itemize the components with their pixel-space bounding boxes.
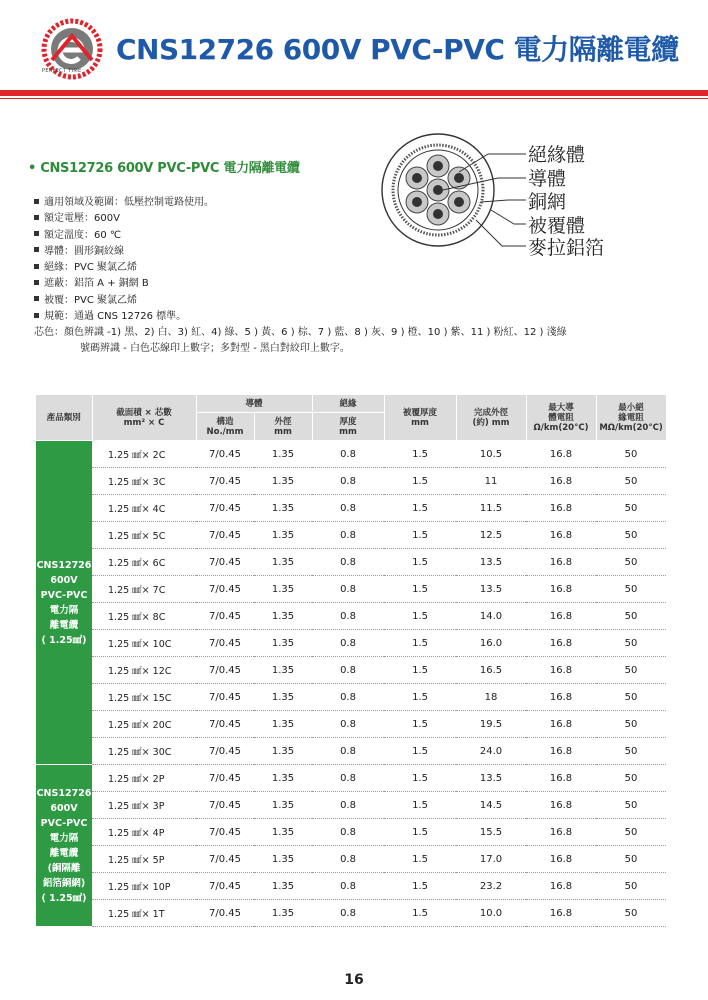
cell-sheath: 1.5: [384, 819, 456, 846]
cell-resistance: 16.8: [526, 441, 596, 468]
cell-thickness: 0.8: [312, 738, 384, 765]
cell-size: 1.25 ㎟× 4P: [92, 819, 196, 846]
cell-insulation: 50: [596, 549, 666, 576]
table-row: [36, 765, 666, 792]
cell-size: 1.25 ㎟× 12C: [92, 657, 196, 684]
table-row: [36, 684, 666, 711]
cell-resistance: 16.8: [526, 792, 596, 819]
cell-outer-dia: 1.35: [254, 900, 312, 927]
cell-insulation: 50: [596, 468, 666, 495]
category-cell: [36, 765, 92, 927]
cell-sheath: 1.5: [384, 900, 456, 927]
spec-item: 規範：通過 CNS 12726 標準。: [34, 309, 634, 325]
cell-thickness: 0.8: [312, 846, 384, 873]
cell-overall: 12.5: [456, 522, 526, 549]
table-row: [36, 819, 666, 846]
table-row: [36, 468, 666, 495]
spec-item: 適用領域及範圍：低壓控制電路使用。: [34, 195, 634, 211]
cell-size: 1.25 ㎟× 7C: [92, 576, 196, 603]
label-sheath: 被覆體: [528, 215, 586, 237]
cell-construction: 7/0.45: [196, 495, 254, 522]
spec-item: 額定電壓：600V: [34, 211, 634, 227]
bullet-icon: [34, 264, 39, 269]
logo-text: PERFECT TIME: [42, 68, 82, 74]
cell-sheath: 1.5: [384, 495, 456, 522]
cell-thickness: 0.8: [312, 900, 384, 927]
cell-sheath: 1.5: [384, 522, 456, 549]
category-line: ( 1.25㎟): [41, 892, 87, 904]
cell-size: 1.25 ㎟× 20C: [92, 711, 196, 738]
header-min-insulation: 最小絕 緣電阻 MΩ/km(20°C): [596, 395, 666, 441]
header-category: 產品類別: [36, 395, 92, 441]
cell-overall: 15.5: [456, 819, 526, 846]
cell-construction: 7/0.45: [196, 468, 254, 495]
cell-construction: 7/0.45: [196, 603, 254, 630]
cell-resistance: 16.8: [526, 522, 596, 549]
cell-sheath: 1.5: [384, 738, 456, 765]
page-header: [0, 0, 708, 96]
cell-insulation: 50: [596, 900, 666, 927]
cell-sheath: 1.5: [384, 711, 456, 738]
cell-size: 1.25 ㎟× 30C: [92, 738, 196, 765]
table-body: [36, 441, 666, 927]
cell-overall: 13.5: [456, 576, 526, 603]
cell-insulation: 50: [596, 792, 666, 819]
cell-construction: 7/0.45: [196, 792, 254, 819]
cell-thickness: 0.8: [312, 441, 384, 468]
category-line: PVC-PVC: [40, 589, 88, 601]
cell-resistance: 16.8: [526, 900, 596, 927]
category-line: 600V: [50, 574, 78, 586]
table-row: [36, 738, 666, 765]
cell-resistance: 16.8: [526, 846, 596, 873]
bullet-icon: [34, 215, 39, 220]
cell-overall: 11: [456, 468, 526, 495]
cell-size: 1.25 ㎟× 4C: [92, 495, 196, 522]
cell-outer-dia: 1.35: [254, 630, 312, 657]
cell-size: 1.25 ㎟× 3C: [92, 468, 196, 495]
cell-insulation: 50: [596, 873, 666, 900]
table-row: [36, 495, 666, 522]
cell-size: 1.25 ㎟× 5C: [92, 522, 196, 549]
cell-resistance: 16.8: [526, 603, 596, 630]
cell-size: 1.25 ㎟× 3P: [92, 792, 196, 819]
cell-overall: 14.0: [456, 603, 526, 630]
page-number: 16: [344, 972, 364, 988]
cell-construction: 7/0.45: [196, 576, 254, 603]
cell-thickness: 0.8: [312, 792, 384, 819]
cell-size: 1.25 ㎟× 1T: [92, 900, 196, 927]
header-insulation: 絕緣: [312, 395, 384, 413]
cell-insulation: 50: [596, 684, 666, 711]
cell-insulation: 50: [596, 576, 666, 603]
cell-thickness: 0.8: [312, 549, 384, 576]
cell-outer-dia: 1.35: [254, 873, 312, 900]
cell-outer-dia: 1.35: [254, 711, 312, 738]
header-overall: 完成外徑 (約) mm: [456, 395, 526, 441]
header-outer-dia: 外徑 mm: [254, 413, 312, 441]
header-construction: 構造 No./mm: [196, 413, 254, 441]
category-line: 600V: [50, 802, 78, 814]
cell-resistance: 16.8: [526, 495, 596, 522]
cell-resistance: 16.8: [526, 576, 596, 603]
table-row: [36, 549, 666, 576]
bullet-icon: [34, 313, 39, 318]
table-row: [36, 711, 666, 738]
core-colors-line: 芯色：顏色辨識 -1) 黑、2) 白、3) 紅、4) 綠、5 ) 黃、6 ) 棕、7 ) 藍、8 ) 灰、9 ) 橙、10 ) 紫、11 ) 粉紅、12 ) 淺綠: [34, 327, 567, 339]
cell-construction: 7/0.45: [196, 522, 254, 549]
cell-construction: 7/0.45: [196, 765, 254, 792]
label-mylar-foil: 麥拉鋁箔: [528, 237, 605, 259]
category-line: CNS12726: [36, 559, 92, 571]
cell-sheath: 1.5: [384, 657, 456, 684]
cell-size: 1.25 ㎟× 15C: [92, 684, 196, 711]
cell-overall: 14.5: [456, 792, 526, 819]
cell-outer-dia: 1.35: [254, 576, 312, 603]
cell-overall: 16.0: [456, 630, 526, 657]
cell-overall: 19.5: [456, 711, 526, 738]
bullet-icon: [34, 199, 39, 204]
cell-outer-dia: 1.35: [254, 792, 312, 819]
table-row: [36, 630, 666, 657]
category-line: 離電纜: [49, 619, 79, 631]
cell-thickness: 0.8: [312, 630, 384, 657]
header-conductor: 導體: [196, 395, 312, 413]
label-conductor: 導體: [528, 168, 567, 190]
table-row: [36, 441, 666, 468]
header-sheath: 被覆厚度 mm: [384, 395, 456, 441]
cell-construction: 7/0.45: [196, 711, 254, 738]
cell-construction: 7/0.45: [196, 441, 254, 468]
cell-overall: 23.2: [456, 873, 526, 900]
section-title: • CNS12726 600V PVC-PVC 電力隔離電纜: [28, 161, 300, 176]
cell-construction: 7/0.45: [196, 630, 254, 657]
cell-outer-dia: 1.35: [254, 846, 312, 873]
category-line: ( 1.25㎟): [41, 634, 87, 646]
category-line: CNS12726: [36, 787, 92, 799]
cell-sheath: 1.5: [384, 873, 456, 900]
cell-overall: 18: [456, 684, 526, 711]
cell-overall: 10.5: [456, 441, 526, 468]
cell-construction: 7/0.45: [196, 549, 254, 576]
spec-item: 遮蔽：鋁箔 A + 銅網 B: [34, 276, 634, 292]
cell-resistance: 16.8: [526, 819, 596, 846]
cell-outer-dia: 1.35: [254, 819, 312, 846]
cell-sheath: 1.5: [384, 765, 456, 792]
label-insulation: 絕緣體: [528, 144, 586, 166]
cell-thickness: 0.8: [312, 711, 384, 738]
cable-cross-section-diagram: [378, 124, 628, 274]
spec-item: 額定溫度：60 ℃: [34, 228, 634, 244]
cell-resistance: 16.8: [526, 738, 596, 765]
cell-construction: 7/0.45: [196, 900, 254, 927]
cell-resistance: 16.8: [526, 684, 596, 711]
cell-overall: 10.0: [456, 900, 526, 927]
cell-insulation: 50: [596, 738, 666, 765]
cell-sheath: 1.5: [384, 846, 456, 873]
cell-construction: 7/0.45: [196, 873, 254, 900]
cell-size: 1.25 ㎟× 10C: [92, 630, 196, 657]
header-max-resistance: 最大導 體電阻 Ω/km(20°C): [526, 395, 596, 441]
cell-thickness: 0.8: [312, 657, 384, 684]
cell-overall: 11.5: [456, 495, 526, 522]
cell-resistance: 16.8: [526, 549, 596, 576]
cell-construction: 7/0.45: [196, 846, 254, 873]
category-line: 電力隔: [49, 832, 79, 844]
category-cell: [36, 441, 92, 765]
cell-size: 1.25 ㎟× 10P: [92, 873, 196, 900]
header-divider-thin: [0, 98, 708, 99]
cell-size: 1.25 ㎟× 2C: [92, 441, 196, 468]
cell-insulation: 50: [596, 711, 666, 738]
cell-insulation: 50: [596, 522, 666, 549]
cell-overall: 13.5: [456, 765, 526, 792]
cell-thickness: 0.8: [312, 873, 384, 900]
cell-insulation: 50: [596, 495, 666, 522]
table-row: [36, 873, 666, 900]
label-copper-braid: 銅網: [528, 191, 567, 213]
bullet-icon: [34, 247, 39, 252]
cell-thickness: 0.8: [312, 576, 384, 603]
table-row: [36, 576, 666, 603]
cell-construction: 7/0.45: [196, 657, 254, 684]
spec-table: [36, 395, 667, 927]
cell-sheath: 1.5: [384, 468, 456, 495]
cell-sheath: 1.5: [384, 792, 456, 819]
cell-thickness: 0.8: [312, 765, 384, 792]
cell-outer-dia: 1.35: [254, 549, 312, 576]
bullet-icon: [34, 296, 39, 301]
cell-sheath: 1.5: [384, 549, 456, 576]
cell-outer-dia: 1.35: [254, 441, 312, 468]
cell-size: 1.25 ㎟× 2P: [92, 765, 196, 792]
table-row: [36, 603, 666, 630]
cell-thickness: 0.8: [312, 522, 384, 549]
category-line: 離電纜: [49, 847, 79, 859]
document-title: CNS12726 600V PVC-PVC 電力隔離電纜: [116, 33, 679, 66]
spec-item: 導體：圓形銅絞線: [34, 244, 634, 260]
cell-overall: 16.5: [456, 657, 526, 684]
cell-size: 1.25 ㎟× 8C: [92, 603, 196, 630]
spec-item: 絕緣：PVC 聚氯乙烯: [34, 260, 634, 276]
cell-insulation: 50: [596, 441, 666, 468]
cell-insulation: 50: [596, 630, 666, 657]
cell-insulation: 50: [596, 819, 666, 846]
cell-insulation: 50: [596, 765, 666, 792]
cell-thickness: 0.8: [312, 684, 384, 711]
cell-size: 1.25 ㎟× 6C: [92, 549, 196, 576]
cell-outer-dia: 1.35: [254, 468, 312, 495]
cell-insulation: 50: [596, 846, 666, 873]
table-row: [36, 522, 666, 549]
category-line: 電力隔: [49, 604, 79, 616]
category-line: 鋁箔銅網): [42, 877, 86, 889]
cell-thickness: 0.8: [312, 495, 384, 522]
table-row: [36, 792, 666, 819]
cell-resistance: 16.8: [526, 657, 596, 684]
cell-construction: 7/0.45: [196, 684, 254, 711]
category-line: PVC-PVC: [40, 817, 88, 829]
table-row: [36, 657, 666, 684]
header-divider: [0, 90, 708, 96]
cell-overall: 13.5: [456, 549, 526, 576]
cell-outer-dia: 1.35: [254, 603, 312, 630]
table-row: [36, 900, 666, 927]
cell-outer-dia: 1.35: [254, 495, 312, 522]
bullet-icon: [34, 280, 39, 285]
cell-size: 1.25 ㎟× 5P: [92, 846, 196, 873]
cell-resistance: 16.8: [526, 873, 596, 900]
cell-outer-dia: 1.35: [254, 738, 312, 765]
category-line: (銅隔離: [47, 862, 81, 874]
header-thickness: 厚度 mm: [312, 413, 384, 441]
cell-thickness: 0.8: [312, 603, 384, 630]
cell-sheath: 1.5: [384, 576, 456, 603]
cell-outer-dia: 1.35: [254, 657, 312, 684]
cell-insulation: 50: [596, 603, 666, 630]
cell-sheath: 1.5: [384, 441, 456, 468]
cell-thickness: 0.8: [312, 468, 384, 495]
header-size: 截面積 × 芯數 mm² × C: [92, 395, 196, 441]
cell-outer-dia: 1.35: [254, 765, 312, 792]
cell-sheath: 1.5: [384, 630, 456, 657]
core-colors-line-2: 號碼辨識 - 白色芯線印上數字；多對型 - 黑白對絞印上數字。: [80, 343, 350, 355]
cell-resistance: 16.8: [526, 765, 596, 792]
cell-overall: 17.0: [456, 846, 526, 873]
cell-sheath: 1.5: [384, 684, 456, 711]
cell-thickness: 0.8: [312, 819, 384, 846]
cell-construction: 7/0.45: [196, 819, 254, 846]
cell-outer-dia: 1.35: [254, 522, 312, 549]
cell-insulation: 50: [596, 657, 666, 684]
cell-overall: 24.0: [456, 738, 526, 765]
cell-sheath: 1.5: [384, 603, 456, 630]
cell-resistance: 16.8: [526, 711, 596, 738]
cell-outer-dia: 1.35: [254, 684, 312, 711]
table-row: [36, 846, 666, 873]
cell-construction: 7/0.45: [196, 738, 254, 765]
cell-resistance: 16.8: [526, 630, 596, 657]
cell-resistance: 16.8: [526, 468, 596, 495]
spec-item: 被覆：PVC 聚氯乙烯: [34, 293, 634, 309]
bullet-icon: [34, 231, 39, 236]
